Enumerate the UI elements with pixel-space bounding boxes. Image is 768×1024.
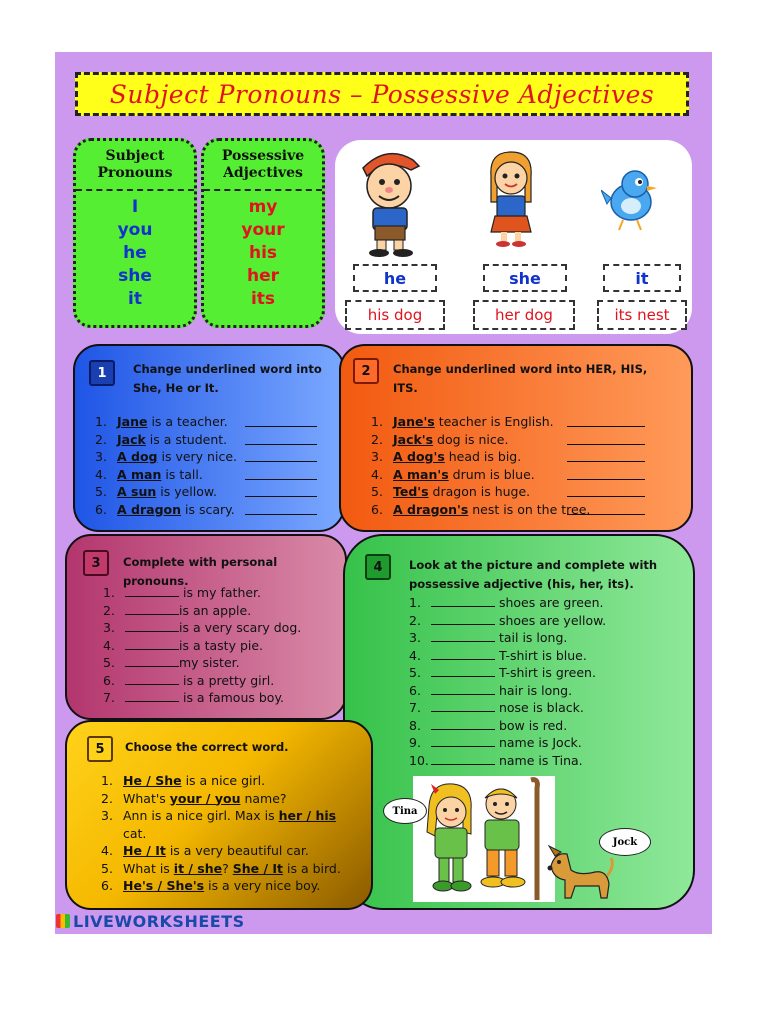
list-item [409, 664, 606, 682]
bird-illustration [601, 164, 665, 236]
list-item [95, 413, 237, 431]
underlined-word: A dog's [393, 449, 445, 464]
item-text: head is big. [444, 449, 522, 464]
item-text: T-shirt is green. [495, 665, 596, 680]
item-text: What's [123, 790, 170, 806]
list-item [103, 672, 301, 690]
exercise-1-panel [73, 344, 345, 532]
exercise-3-instruction: Complete with personal pronouns. [123, 555, 278, 588]
underlined-word: Ted's [393, 484, 429, 499]
page-title: Subject Pronouns – Possessive Adjectives [109, 79, 655, 109]
list-item [371, 483, 590, 501]
choice-option[interactable]: it / she [173, 860, 223, 876]
item-number: 5. [101, 860, 113, 876]
item-text: is a nice girl. [181, 773, 266, 788]
exercise-4-instruction [409, 556, 657, 594]
answer-blank[interactable] [245, 485, 317, 497]
list-item [409, 629, 606, 647]
list-item [371, 448, 590, 466]
item-number: 5. [409, 665, 421, 680]
heading-line: Pronouns [97, 165, 173, 181]
item-text: is a teacher. [147, 414, 228, 429]
list-item [409, 682, 606, 700]
list-item [95, 501, 237, 519]
list-item [101, 877, 341, 895]
subject-pronouns-box [73, 138, 197, 328]
exercise-2-panel [339, 344, 693, 532]
item-number: 1. [409, 595, 421, 610]
choice-option[interactable]: your / you [169, 790, 241, 806]
item-text: is tall. [161, 466, 203, 482]
answer-blank[interactable] [125, 620, 179, 632]
item-text: cat. [123, 825, 147, 841]
answer-blank[interactable] [567, 415, 645, 427]
exercise-5-items [101, 772, 341, 895]
answer-blank[interactable] [125, 690, 179, 702]
answer-blank[interactable] [431, 735, 495, 747]
item-text: dragon is huge. [428, 484, 531, 499]
underlined-word: Jack's [393, 431, 434, 447]
adjective-item: your [241, 220, 285, 240]
item-number: 3. [95, 449, 107, 464]
adjective-item: its [250, 289, 276, 309]
item-number: 6. [409, 682, 421, 698]
item-text: is an apple. [179, 602, 252, 618]
instruction-line: Change underlined word into HER, HIS, [393, 362, 648, 376]
instruction-line: Change underlined word into [133, 362, 322, 376]
item-text: nest is on the tree. [468, 501, 591, 517]
list-item [101, 807, 341, 825]
item-text: What is [123, 860, 174, 876]
answer-blank[interactable] [431, 630, 495, 642]
instruction-line: possessive adjective (his, her, its). [409, 577, 634, 591]
heading-line: Adjectives [223, 165, 303, 181]
underlined-word: A dog [117, 449, 158, 464]
answer-blank[interactable] [245, 433, 317, 445]
item-text: dog is nice. [433, 431, 509, 447]
list-item [103, 654, 301, 672]
answer-blank[interactable] [567, 468, 645, 480]
jock-label: Jock [599, 828, 651, 856]
list-item [409, 699, 606, 717]
pronoun-item: you [117, 220, 153, 240]
answer-blank[interactable] [431, 613, 495, 625]
item-text: is a bird. [283, 860, 341, 876]
item-text: nose is black. [495, 700, 584, 715]
exercise-2-instruction [393, 360, 647, 398]
label-it: it [603, 264, 681, 292]
item-text: drum is blue. [448, 466, 535, 482]
item-number: 6. [95, 501, 107, 517]
item-number: 4. [95, 466, 107, 482]
pictures-box [335, 140, 692, 334]
example-his-dog: his dog [345, 300, 445, 330]
list-item [103, 637, 301, 655]
possessive-adjectives-list [204, 196, 322, 311]
example-her-dog: her dog [473, 300, 575, 330]
exercise-5-instruction: Choose the correct word. [125, 740, 289, 754]
item-text: bow is red. [495, 717, 568, 733]
answer-blank[interactable] [125, 638, 179, 650]
item-text: is a student. [145, 431, 228, 447]
item-number: 5. [371, 484, 383, 499]
item-text: shoes are yellow. [495, 612, 607, 628]
item-text: teacher is English. [434, 414, 554, 429]
pronoun-item: I [131, 197, 139, 217]
item-number: 7. [103, 690, 115, 705]
list-item [409, 717, 606, 735]
list-item [101, 860, 341, 878]
underlined-word: A man [117, 466, 162, 482]
item-text: is my father. [179, 585, 262, 600]
label-he: he [353, 264, 437, 292]
item-number: 2. [371, 431, 383, 447]
logo-text: LIVEWORKSHEETS [73, 912, 245, 931]
list-item [103, 689, 301, 707]
logo-icon [56, 914, 70, 928]
underlined-word: A man's [393, 466, 449, 482]
list-item [409, 752, 606, 770]
answer-blank[interactable] [125, 655, 179, 667]
item-text: is a very nice boy. [204, 878, 321, 893]
pronoun-item: it [128, 289, 142, 309]
exercise-2-number: 2 [353, 358, 379, 384]
answer-blank[interactable] [567, 450, 645, 462]
exercise-4-items [409, 594, 606, 769]
item-text: is very nice. [157, 449, 237, 464]
item-number: 5. [103, 655, 115, 670]
list-item [101, 772, 341, 790]
answer-blank[interactable] [245, 468, 317, 480]
answer-blank[interactable] [125, 585, 179, 597]
adjective-item: my [248, 197, 278, 217]
item-number: 6. [103, 672, 115, 688]
adjective-item: his [248, 243, 278, 263]
item-number: 3. [371, 449, 383, 464]
answer-blank[interactable] [431, 648, 495, 660]
answer-blank[interactable] [431, 683, 495, 695]
item-number: 7. [409, 700, 421, 715]
answer-blank[interactable] [245, 415, 317, 427]
item-text: Ann is a nice girl. Max is [123, 808, 279, 823]
item-text: shoes are green. [495, 595, 604, 610]
list-item [371, 413, 590, 431]
exercise-1-number: 1 [89, 360, 115, 386]
subject-pronouns-heading [76, 141, 194, 191]
title-banner [75, 72, 689, 116]
underlined-word: Jane's [393, 414, 435, 429]
answer-blank[interactable] [431, 665, 495, 677]
item-text: is a very beautiful car. [165, 843, 309, 858]
answer-blank[interactable] [431, 753, 495, 765]
possessive-adjectives-heading [204, 141, 322, 191]
choice-option[interactable]: He's / She's [123, 878, 205, 893]
item-number: 4. [101, 843, 113, 858]
list-item [101, 790, 341, 808]
item-text: is a pretty girl. [179, 672, 275, 688]
answer-blank[interactable] [431, 595, 495, 607]
answer-blank[interactable] [245, 503, 317, 515]
list-item [371, 466, 590, 484]
item-number: 9. [409, 735, 421, 750]
list-item [95, 431, 237, 449]
list-item [95, 448, 237, 466]
exercise-1-instruction [133, 360, 322, 398]
answer-blank[interactable] [567, 503, 645, 515]
item-number: 8. [409, 717, 421, 733]
item-number: 5. [95, 484, 107, 499]
item-number: 2. [95, 431, 107, 447]
list-item [95, 466, 237, 484]
list-item [103, 584, 301, 602]
item-number: 1. [103, 585, 115, 600]
exercise-3-panel [65, 534, 347, 720]
underlined-word: A sun [117, 484, 157, 499]
item-text: T-shirt is blue. [495, 647, 587, 663]
item-text: name is Jock. [495, 735, 582, 750]
list-item [409, 647, 606, 665]
underlined-word: Jane [117, 414, 148, 429]
choice-option[interactable]: her / his [278, 808, 337, 823]
exercise-5-number: 5 [87, 736, 113, 762]
instruction-line: She, He or It. [133, 381, 219, 395]
item-text: tail is long. [495, 630, 568, 645]
answer-blank[interactable] [125, 603, 179, 615]
subject-pronouns-list [76, 196, 194, 311]
adjective-item: her [246, 266, 280, 286]
pronoun-item: he [123, 243, 147, 263]
list-item [409, 734, 606, 752]
list-item [95, 483, 237, 501]
item-number: 6. [101, 878, 113, 893]
item-number: 3. [103, 620, 115, 635]
list-item [371, 501, 590, 519]
item-text: hair is long. [495, 682, 573, 698]
item-number: 2. [409, 612, 421, 628]
choice-option[interactable]: He / She [123, 773, 182, 788]
item-number: 4. [103, 637, 115, 653]
exercise-3-items [103, 584, 301, 707]
exercise-4-panel [343, 534, 695, 910]
heading-line: Possessive [221, 148, 305, 164]
choice-option[interactable]: She / It [232, 860, 284, 876]
boy-illustration [349, 146, 433, 258]
list-item [409, 612, 606, 630]
item-text: is a very scary dog. [179, 620, 302, 635]
item-text: my sister. [179, 655, 240, 670]
item-text: is yellow. [156, 484, 217, 499]
pronoun-item: she [118, 266, 152, 286]
list-item [101, 825, 341, 843]
item-number: 2. [103, 602, 115, 618]
instruction-line: Look at the picture and complete with [409, 558, 658, 572]
possessive-adjectives-box [201, 138, 325, 328]
item-number: 3. [101, 808, 113, 823]
instruction-line: ITS. [393, 381, 418, 395]
label-she: she [483, 264, 567, 292]
answer-blank[interactable] [567, 485, 645, 497]
list-item [101, 842, 341, 860]
list-item [103, 619, 301, 637]
list-item [103, 602, 301, 620]
answer-blank[interactable] [125, 673, 179, 685]
tina-jock-illustration [413, 776, 555, 902]
exercise-1-items [95, 413, 237, 518]
item-text: is a tasty pie. [179, 637, 264, 653]
item-number: 4. [371, 466, 383, 482]
answer-blank[interactable] [245, 450, 317, 462]
choice-option[interactable]: He / It [123, 843, 166, 858]
exercise-5-panel [65, 720, 373, 910]
item-text: is a famous boy. [179, 690, 285, 705]
answer-blank[interactable] [431, 718, 495, 730]
example-its-nest: its nest [597, 300, 687, 330]
item-number: 4. [409, 647, 421, 663]
answer-blank[interactable] [567, 433, 645, 445]
tina-label: Tina [383, 798, 427, 824]
item-text: is scary. [181, 501, 235, 517]
item-number: 1. [101, 773, 113, 788]
list-item [409, 594, 606, 612]
item-number: 6. [371, 501, 383, 517]
underlined-word: Jack [117, 431, 146, 447]
worksheet [55, 52, 712, 934]
item-number: 10. [409, 752, 429, 768]
item-number: 2. [101, 790, 113, 806]
exercise-2-items [371, 413, 590, 518]
item-text: name? [240, 790, 287, 806]
item-number: 1. [371, 414, 383, 429]
item-number: 1. [95, 414, 107, 429]
underlined-word: A dragon [117, 501, 182, 517]
list-item [371, 431, 590, 449]
item-text: ? [222, 860, 233, 876]
underlined-word: A dragon's [393, 501, 469, 517]
exercise-4-number: 4 [365, 554, 391, 580]
liveworksheets-logo [56, 912, 245, 931]
item-text: name is Tina. [495, 752, 583, 768]
item-number: 3. [409, 630, 421, 645]
girl-illustration [481, 146, 541, 250]
answer-blank[interactable] [431, 700, 495, 712]
heading-line: Subject [105, 148, 165, 164]
exercise-3-number: 3 [83, 550, 109, 576]
